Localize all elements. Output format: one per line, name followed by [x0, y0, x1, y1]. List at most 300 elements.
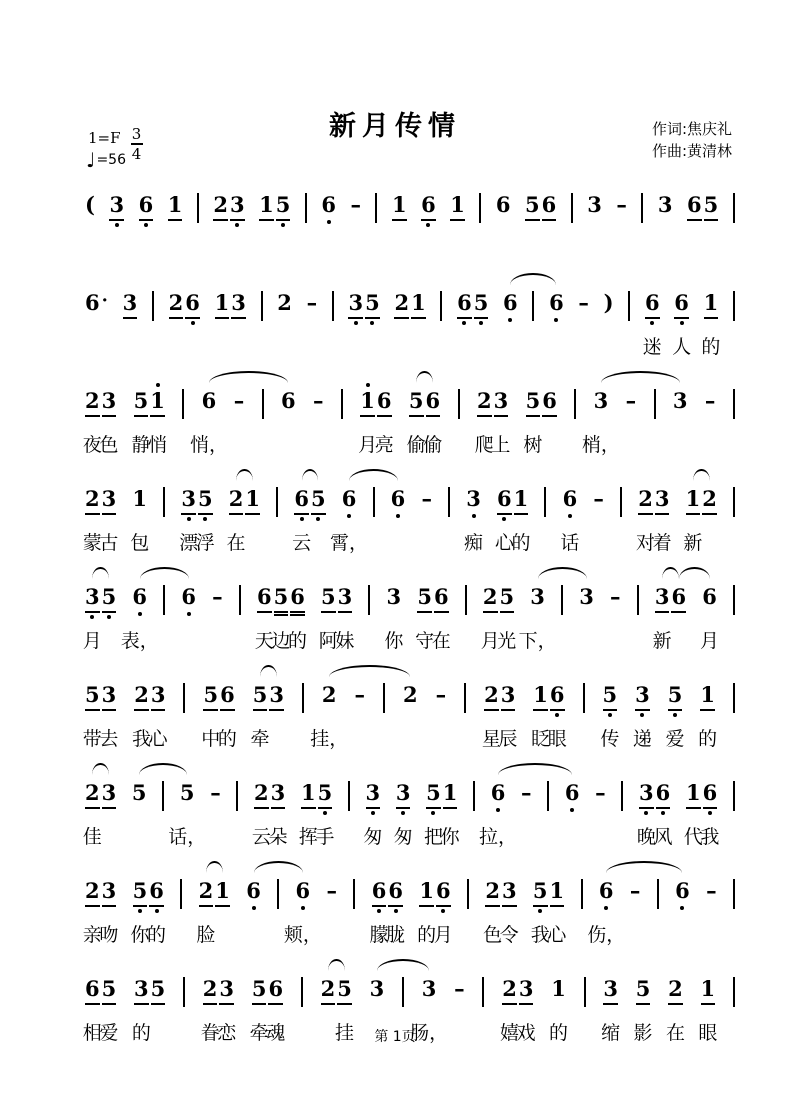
lyric-row: [85, 328, 735, 360]
slur-arc: [92, 763, 109, 775]
note: 6: [139, 184, 154, 230]
slur-arc: [662, 567, 679, 579]
slur-arc: [377, 959, 429, 971]
note: 6: [181, 576, 196, 622]
beam-group: [332, 282, 334, 328]
beam-group: [372, 870, 403, 916]
note: 2: [277, 290, 292, 315]
beam-group: [503, 282, 518, 328]
lyric-syllable: 中: [201, 728, 221, 750]
note: 3: [366, 772, 381, 818]
note: 6: [542, 184, 557, 230]
beam-group: [181, 478, 212, 524]
beam-group: [686, 478, 717, 524]
beam-group: [733, 576, 735, 622]
lyric-syllable: 挂，: [310, 728, 349, 750]
note: 6: [268, 968, 283, 1014]
beam-group: [348, 282, 379, 328]
beam-group: [353, 870, 355, 916]
beam-group: [403, 674, 418, 720]
lyric-syllable: 新: [652, 630, 672, 652]
beam-group: [321, 184, 336, 230]
note: 1: [450, 184, 465, 230]
barline: [581, 870, 583, 916]
beam-group: [181, 576, 196, 622]
note: 5: [252, 968, 267, 1014]
note: 5: [276, 184, 291, 230]
note: 2: [85, 478, 100, 524]
note: 6: [497, 478, 512, 524]
beam-group: [483, 576, 514, 622]
beam-group: [257, 576, 305, 622]
slur-arc: [328, 959, 345, 971]
lyric-syllable: 月: [358, 434, 378, 456]
note: 2: [203, 968, 218, 1014]
barline: [301, 968, 303, 1014]
lyric-syllable: 妹: [335, 630, 355, 652]
beam-group: [561, 576, 563, 622]
beam-group: [637, 576, 639, 622]
beam-group: [497, 478, 528, 524]
note: 6: [290, 576, 305, 622]
note: 5: [526, 380, 541, 426]
lyric-syllable: 魂: [266, 1022, 286, 1044]
barline: [620, 478, 622, 524]
beam-group: [294, 478, 325, 524]
note: 3: [421, 976, 437, 1001]
barline: [467, 870, 469, 916]
note: 3: [655, 478, 670, 524]
beam-group: [139, 184, 154, 230]
beam-group: [704, 282, 719, 328]
beam-group: [674, 282, 689, 328]
barline: [574, 380, 576, 426]
note: 5: [274, 576, 289, 622]
slur-arc: [302, 469, 319, 481]
lyric-syllable: 心: [547, 924, 567, 946]
note: 6: [645, 282, 660, 328]
barline: [197, 184, 199, 230]
barline: [654, 380, 656, 426]
beam-group: [229, 478, 260, 524]
parenthesis: ): [603, 290, 614, 315]
dash-continuation: –: [616, 192, 627, 217]
lyric-syllable: 你: [440, 826, 460, 848]
slur-arc: [329, 665, 410, 677]
note: 5: [365, 282, 380, 328]
barline: [733, 380, 735, 426]
beam-group: [234, 380, 245, 426]
note: 6: [434, 576, 449, 622]
barline: [464, 674, 466, 720]
barline: [348, 772, 350, 818]
note: 5: [85, 674, 100, 720]
barline: [341, 380, 343, 426]
beam-group: [85, 380, 116, 426]
lyric-syllable: 表，: [120, 630, 159, 652]
note: 3: [269, 674, 284, 720]
lyric-syllable: 的: [217, 728, 237, 750]
note: 1: [392, 184, 407, 230]
note: 5: [203, 674, 218, 720]
beam-group: [163, 478, 165, 524]
beam-group: [322, 674, 337, 720]
note: 2: [483, 576, 498, 622]
beam-group: [132, 772, 147, 818]
beam-group: [526, 380, 557, 426]
beam-group: [162, 772, 164, 818]
note: 5: [668, 674, 683, 720]
note: 6: [656, 772, 671, 818]
note: 6: [671, 576, 686, 622]
beam-group: [421, 184, 436, 230]
parenthesis: (: [85, 192, 95, 217]
note: 5: [318, 772, 333, 818]
beam-group: [482, 968, 484, 1014]
note: 2: [702, 478, 717, 524]
note: 6: [220, 674, 235, 720]
beam-group: [85, 674, 116, 720]
note: 6: [257, 576, 272, 622]
note: 3: [231, 282, 246, 328]
note: 6: [246, 870, 261, 916]
lyric-syllable: 眷: [200, 1022, 220, 1044]
note: 6: [426, 380, 441, 426]
barline: [482, 968, 484, 1014]
beam-group: [180, 870, 182, 916]
note: 6: [342, 478, 357, 524]
note: 3: [109, 184, 124, 230]
barline: [353, 870, 355, 916]
barline: [733, 772, 735, 818]
beam-group: [152, 282, 154, 328]
barline: [479, 184, 481, 230]
beam-group: [85, 772, 116, 818]
note: 6: [565, 772, 580, 818]
beam-group: [733, 870, 735, 916]
beam-group: [620, 478, 622, 524]
quarter-note-icon: ♩: [86, 148, 96, 172]
beam-group: [396, 772, 411, 818]
barline: [583, 674, 585, 720]
note: 6: [491, 772, 506, 818]
barline: [375, 184, 377, 230]
lyric-syllable: 吻: [99, 924, 119, 946]
lyric-syllable: 胧: [386, 924, 406, 946]
beam-group: [252, 968, 283, 1014]
barline: [621, 772, 623, 818]
lyric-syllable: 边: [271, 630, 291, 652]
slur-arc: [416, 371, 433, 383]
barline: [383, 674, 385, 720]
beam-group: [733, 478, 735, 524]
beam-group: [551, 968, 566, 1014]
dash-continuation: –: [212, 584, 223, 609]
beam-group: [610, 576, 621, 622]
time-signature: [131, 126, 143, 162]
beam-group: [491, 772, 506, 818]
note: 5: [133, 870, 148, 916]
credits: [652, 118, 732, 162]
beam-group: [484, 674, 515, 720]
note: 6: [436, 870, 451, 916]
lyric-syllable: 月: [82, 630, 102, 652]
beam-group: [733, 282, 735, 328]
score-line: [82, 758, 735, 850]
note: 2: [668, 968, 683, 1014]
note: 1: [360, 380, 375, 426]
beam-group: [321, 968, 352, 1014]
note: 1: [686, 478, 701, 524]
note: 5: [179, 780, 195, 805]
beam-group: [525, 184, 556, 230]
note: 5: [337, 968, 352, 1014]
barline: [302, 674, 304, 720]
beam-group: [450, 184, 465, 230]
time-signature-numerator: 3: [131, 125, 142, 143]
lyric-syllable: 对: [635, 532, 656, 554]
beam-group: [705, 380, 716, 426]
beam-group: [479, 184, 481, 230]
dash-continuation: –: [595, 780, 606, 805]
beam-group: [635, 674, 650, 720]
beam-group: [616, 184, 627, 230]
dash-continuation: –: [421, 486, 432, 511]
barline: [448, 478, 450, 524]
lyric-syllable: 下，: [518, 630, 557, 652]
beam-group: [370, 968, 385, 1014]
beam-group: [595, 772, 606, 818]
note: 6: [503, 282, 518, 328]
note: 5: [131, 780, 147, 805]
beam-group: [733, 968, 735, 1014]
barline: [236, 772, 238, 818]
slur-arc: [349, 469, 398, 481]
beam-group: [544, 478, 546, 524]
note: 2: [199, 870, 214, 916]
lyric-syllable: 肠，: [410, 1022, 449, 1044]
lyric-row: [85, 230, 735, 262]
lyric-syllable: 亲: [82, 924, 102, 946]
beam-group: [457, 282, 488, 328]
note: 6: [674, 282, 689, 328]
score-line: [82, 366, 735, 458]
lyric-syllable: 令: [499, 924, 519, 946]
beam-group: [733, 674, 735, 720]
beam-group: [655, 576, 686, 622]
note: 3: [151, 674, 166, 720]
note: 3: [348, 282, 363, 328]
barline: [182, 380, 184, 426]
dash-continuation: –: [312, 388, 324, 413]
beam-group: [594, 380, 609, 426]
lyric-syllable: 爱: [99, 1022, 119, 1044]
note: 2: [85, 772, 100, 818]
lyric-syllable: 的: [417, 924, 437, 946]
note: 6: [549, 282, 564, 328]
beam-group: [387, 576, 402, 622]
note: 6: [321, 184, 336, 230]
slur-arc: [606, 861, 682, 873]
lyric-syllable: 话: [560, 532, 580, 554]
beam-group: [203, 968, 234, 1014]
note: 3: [519, 968, 534, 1014]
dash-continuation: –: [593, 486, 604, 511]
dash-continuation: –: [521, 780, 532, 805]
barline: [440, 282, 442, 328]
barline: [183, 968, 185, 1014]
note: 6: [296, 870, 311, 916]
slur-arc: [254, 861, 303, 873]
time-signature-denominator: 4: [131, 144, 142, 163]
note: 5: [500, 576, 515, 622]
barline: [305, 184, 307, 230]
barline: [152, 282, 154, 328]
barline: [368, 576, 370, 622]
note: 3: [102, 870, 117, 916]
lyric-syllable: 霄，: [330, 532, 369, 554]
note: 1: [150, 380, 165, 426]
lyric-syllable: 偷: [406, 434, 426, 456]
lyric-syllable: 我: [530, 924, 550, 946]
note: 6: [495, 192, 511, 217]
beam-group: [521, 772, 532, 818]
lyric-syllable: 颊，: [283, 924, 322, 946]
lyric-syllable: 的: [698, 728, 718, 750]
beam-group: [458, 380, 460, 426]
lyric-syllable: 天: [254, 630, 274, 652]
dash-continuation: –: [350, 192, 361, 217]
beam-group: [134, 674, 165, 720]
note: 6: [703, 772, 718, 818]
score-line: [82, 464, 735, 556]
barline: [637, 576, 639, 622]
note: 3: [530, 584, 545, 609]
score-line: [85, 268, 735, 360]
slur-arc: [601, 371, 680, 383]
lyric-syllable: 匆: [363, 826, 383, 848]
note: 3: [501, 674, 516, 720]
barline: [561, 576, 563, 622]
beam-group: [276, 478, 278, 524]
lyric-syllable: 的: [511, 532, 531, 554]
lyric-syllable: 迷: [642, 336, 662, 358]
beam-group: [109, 184, 124, 230]
lyric-syllable: 牵: [250, 728, 270, 750]
barline: [657, 870, 659, 916]
lyric-syllable: 带: [82, 728, 102, 750]
slur-arc: [206, 861, 223, 873]
beam-group: [213, 184, 244, 230]
lyric-syllable: 心: [494, 532, 514, 554]
beam-group: [183, 674, 185, 720]
note: 3: [102, 478, 117, 524]
beam-group: [132, 576, 147, 622]
beam-group: [733, 380, 735, 426]
lyric-row: [82, 622, 735, 654]
barline: [733, 968, 735, 1014]
slur-arc: [693, 469, 710, 481]
beam-group: [85, 968, 116, 1014]
note: 3: [134, 968, 149, 1014]
dash-continuation: –: [625, 388, 637, 413]
lyric-syllable: 代: [683, 826, 703, 848]
beam-group: [578, 282, 589, 328]
note: 1: [245, 478, 260, 524]
beam-group: [668, 674, 683, 720]
beam-group: [301, 772, 332, 818]
lyric-syllable: 辰: [498, 728, 518, 750]
lyric-syllable: 嬉: [499, 1022, 520, 1044]
note: 2: [638, 478, 653, 524]
beam-group: [687, 184, 718, 230]
note: 2: [485, 870, 500, 916]
note: 6: [85, 968, 100, 1014]
note: 5: [704, 184, 719, 230]
note: 5: [474, 282, 489, 328]
beam-group: [373, 478, 375, 524]
beam-group: [668, 968, 683, 1014]
beam-group: [638, 478, 669, 524]
lyric-syllable: 古: [99, 532, 119, 554]
note: 5: [321, 576, 336, 622]
lyric-syllable: 星: [481, 728, 501, 750]
beam-group: [253, 674, 284, 720]
beam-group: [571, 184, 573, 230]
note: 3: [85, 576, 100, 622]
key-label: 1=F: [88, 128, 121, 147]
note: 1: [704, 282, 719, 328]
beam-group: [392, 184, 407, 230]
beam-group: [163, 576, 165, 622]
note: 3: [271, 772, 286, 818]
note: 6: [132, 576, 147, 622]
beam-group: [701, 968, 716, 1014]
beam-group: [305, 184, 307, 230]
note: 1: [551, 976, 566, 1001]
dash-continuation: –: [354, 682, 366, 707]
note: 2: [477, 380, 492, 426]
composer-credit: 作曲:黄清林: [651, 142, 732, 160]
lyric-syllable: 云: [292, 532, 312, 554]
beam-group: [574, 380, 576, 426]
beam-group: [348, 772, 350, 818]
beam-group: [565, 772, 580, 818]
beam-group: [85, 478, 116, 524]
beam-group: [533, 870, 564, 916]
note: 1: [215, 870, 230, 916]
beam-group: [368, 576, 370, 622]
slur-arc: [139, 763, 187, 775]
note: 2: [394, 282, 409, 328]
lyric-syllable: 把: [423, 826, 443, 848]
beam-group: [477, 380, 508, 426]
barline: [532, 282, 534, 328]
score-line: [85, 170, 735, 262]
beam-group: [657, 870, 659, 916]
dash-continuation: –: [704, 388, 716, 413]
lyric-syllable: 上: [491, 434, 511, 456]
barline: [276, 478, 278, 524]
note: 6: [550, 674, 565, 720]
beam-group: [532, 282, 534, 328]
lyric-syllable: 挂: [335, 1022, 355, 1044]
beam-group: [603, 968, 618, 1014]
beam-group: [409, 380, 440, 426]
beam-group: [180, 772, 195, 818]
lyric-row: [82, 916, 735, 948]
beam-group: [239, 576, 241, 622]
